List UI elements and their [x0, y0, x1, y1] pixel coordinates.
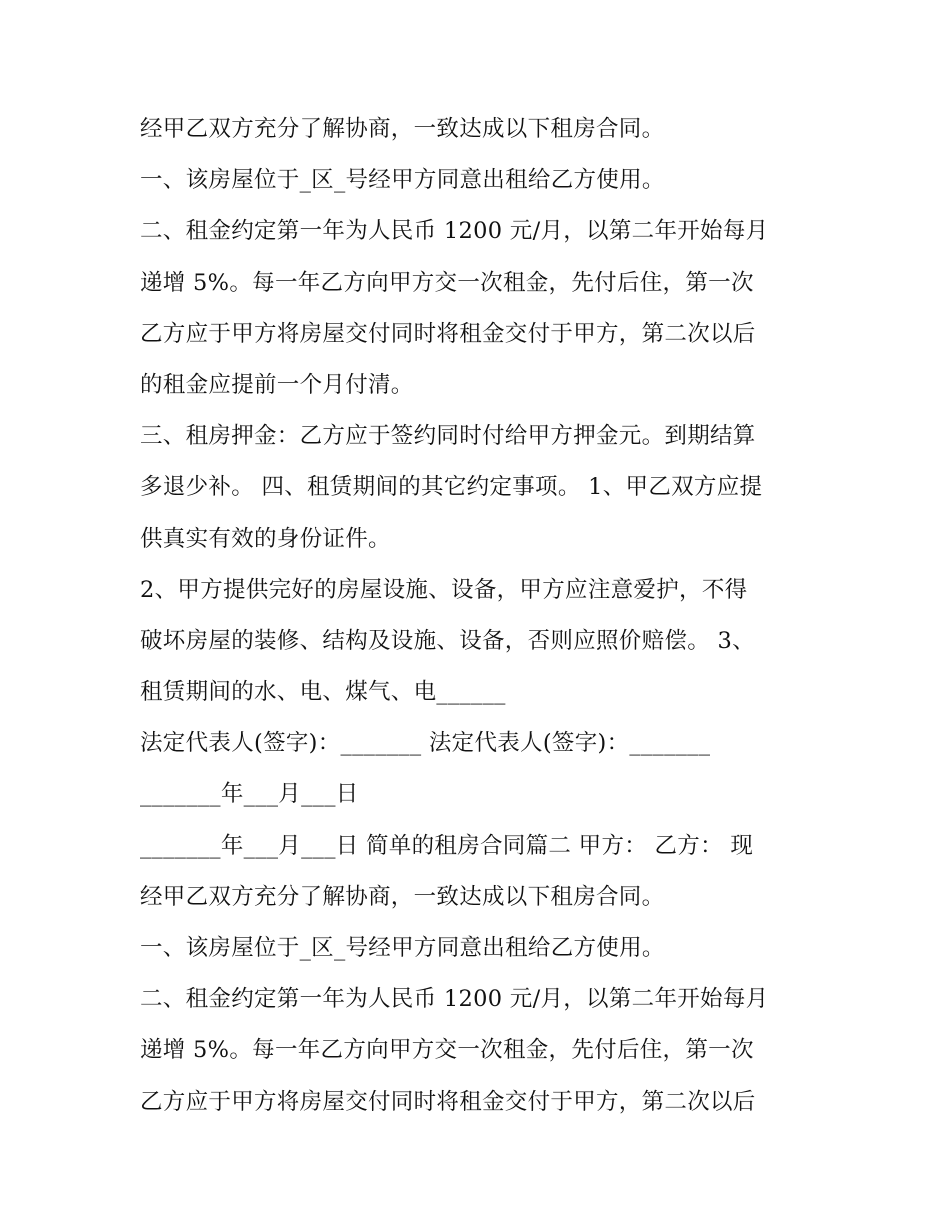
text-line: 租赁期间的水、电、煤气、电______ [140, 679, 506, 706]
text-line: 供真实有效的身份证件。 [140, 525, 391, 552]
text-line: 经甲乙双方充分了解协商，一致达成以下租房合同。 [140, 883, 665, 910]
signature-line: 法定代表人(签字)：_______ 法定代表人(签字)：_______ [140, 730, 711, 757]
text-line: 一、该房屋位于_区_号经甲方同意出租给乙方使用。 [140, 935, 665, 961]
text-line: 破坏房屋的装修、结构及设施、设备，否则应照价赔偿。 3、 [140, 627, 755, 654]
text-line: 的租金应提前一个月付清。 [140, 371, 414, 398]
text-line: 乙方应于甲方将房屋交付同时将租金交付于甲方，第二次以后 [140, 1088, 756, 1115]
text-line: 二、租金约定第一年为人民币 1200 元/月，以第二年开始每月 [140, 218, 769, 245]
date-line: _______年___月___日 [140, 781, 359, 808]
text-line: 多退少补。 四、租赁期间的其它约定事项。 1、甲乙双方应提 [140, 474, 763, 501]
text-line: 2、甲方提供完好的房屋设施、设备，甲方应注意爱护，不得 [140, 576, 748, 603]
document-body [140, 104, 830, 1128]
text-line: 三、租房押金：乙方应于签约同时付给甲方押金元。到期结算 [140, 423, 756, 450]
text-line: 二、租金约定第一年为人民币 1200 元/月，以第二年开始每月 [140, 986, 769, 1013]
date-line: _______年___月___日 简单的租房合同篇二 甲方： 乙方： 现 [140, 832, 754, 859]
text-line: 递增 5%。每一年乙方向甲方交一次租金，先付后住，第一次 [140, 1037, 754, 1064]
text-line: 乙方应于甲方将房屋交付同时将租金交付于甲方，第二次以后 [140, 320, 756, 347]
text-line: 一、该房屋位于_区_号经甲方同意出租给乙方使用。 [140, 167, 665, 194]
text-line: 经甲乙双方充分了解协商，一致达成以下租房合同。 [140, 116, 665, 142]
text-line: 递增 5%。每一年乙方向甲方交一次租金，先付后住，第一次 [140, 269, 754, 296]
